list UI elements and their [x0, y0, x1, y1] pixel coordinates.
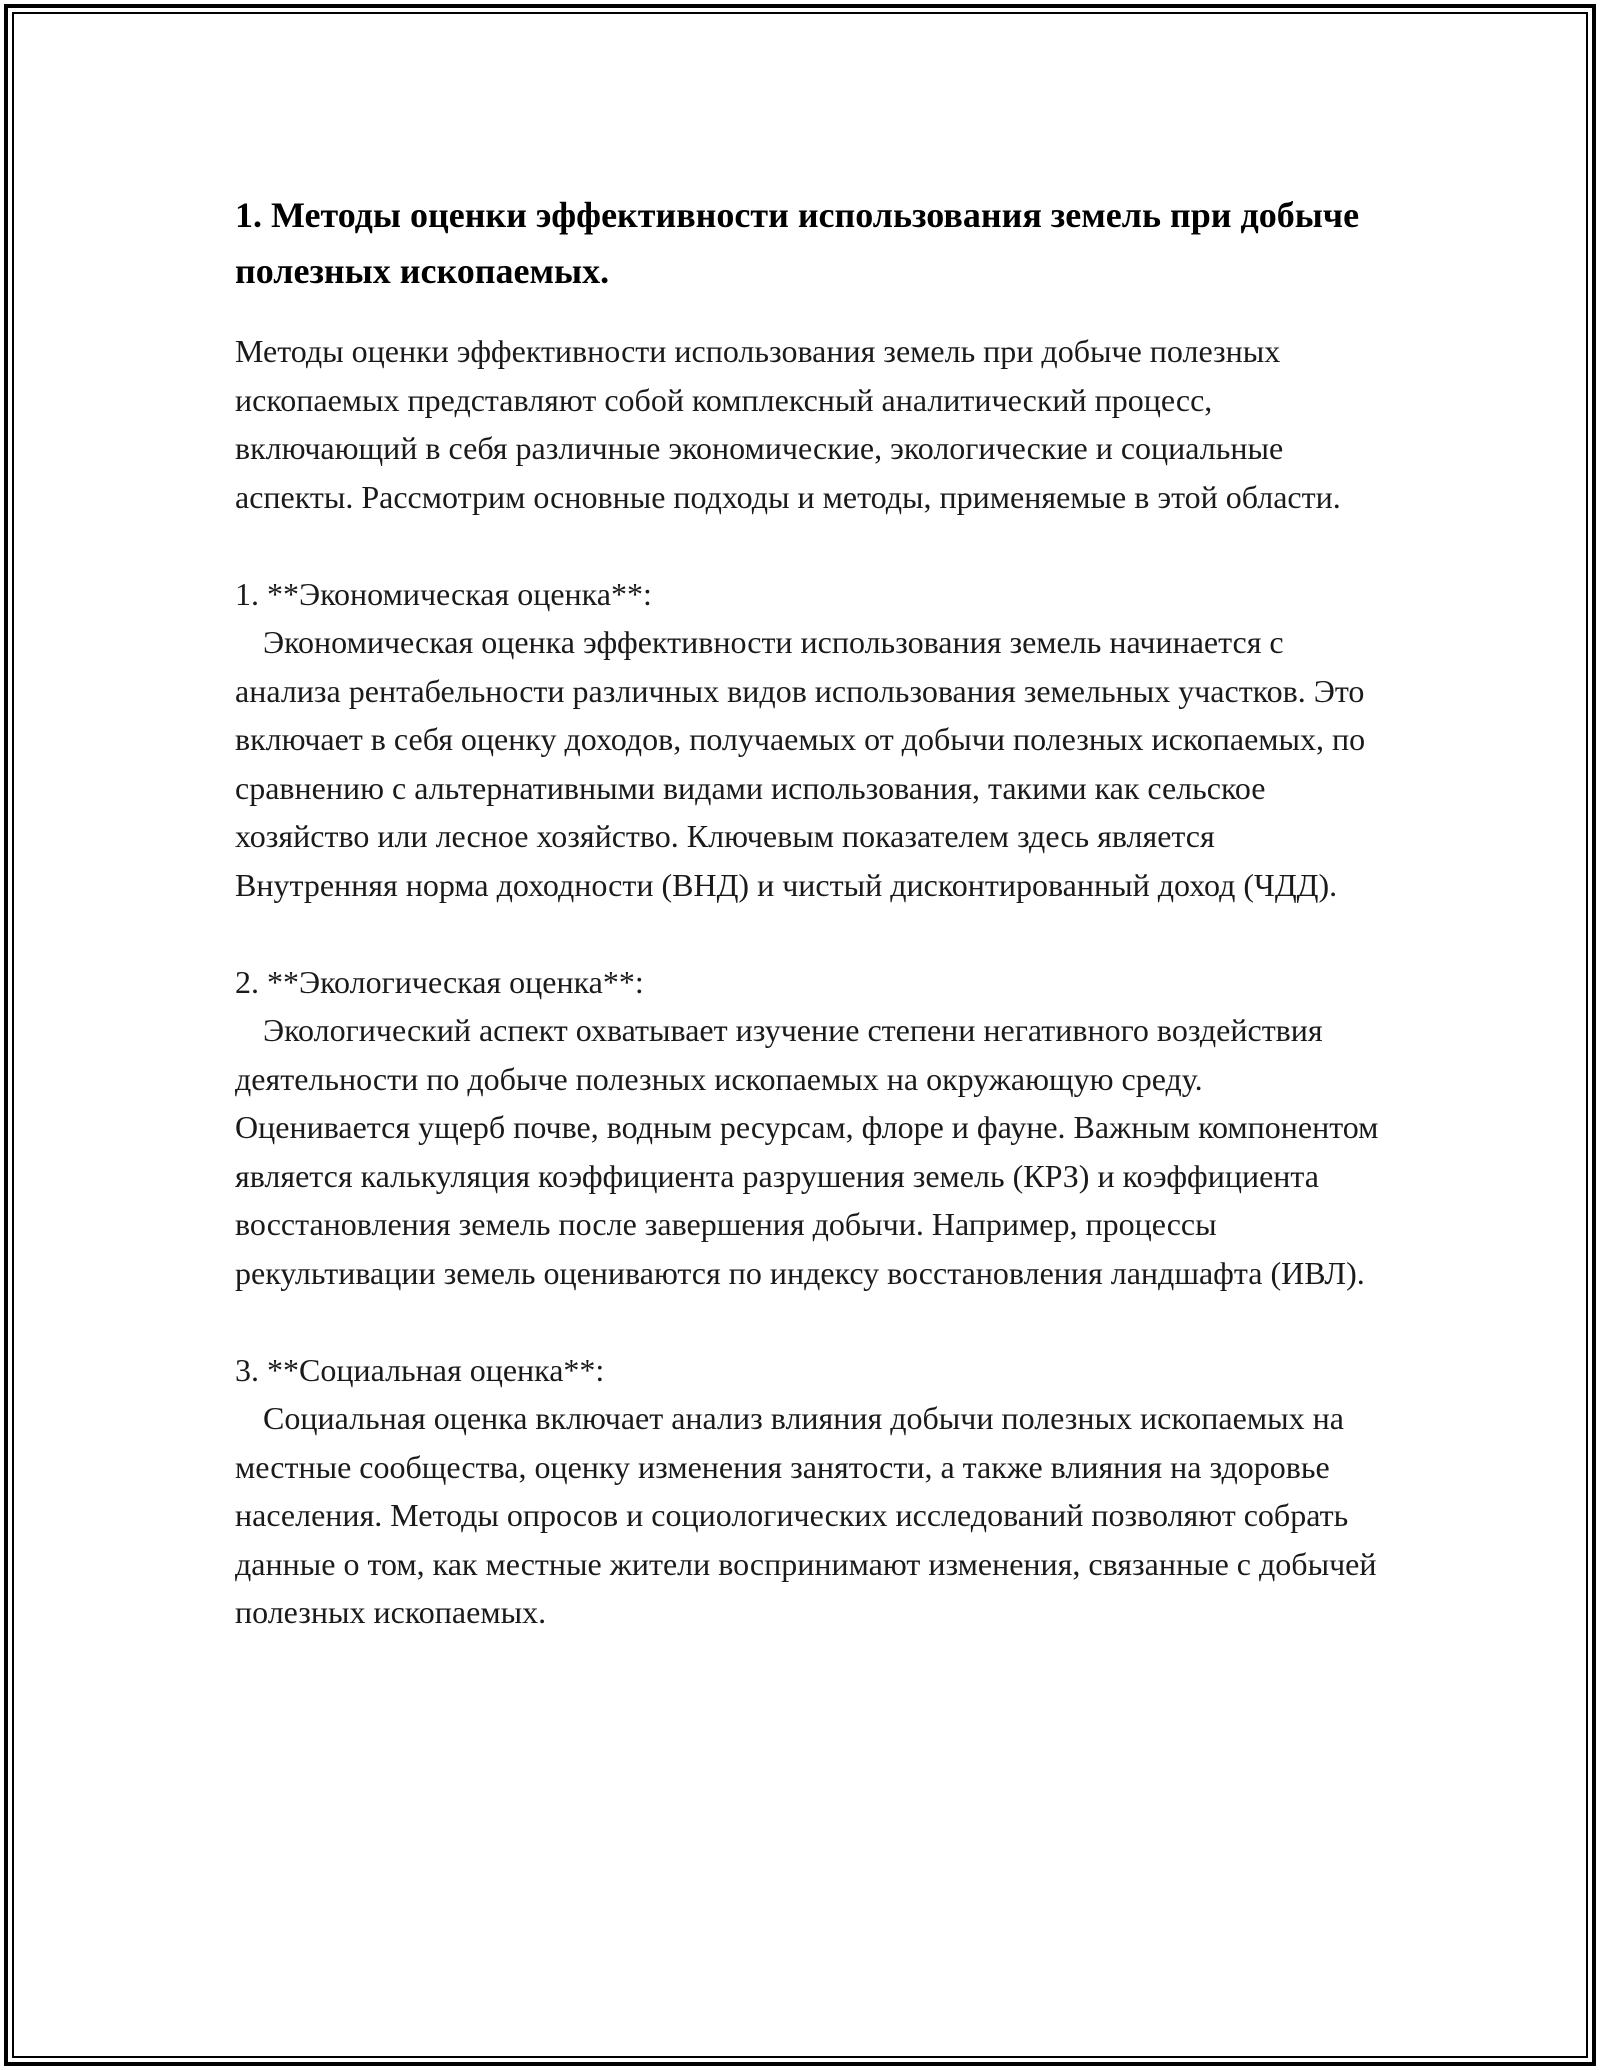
section-body: Экологический аспект охватывает изучение степени негативного воздействия деятельности по добыче полезных ископаемых на окружающую среду. Оценивается ущерб почве, водным ресурсам, флоре и фауне. Важным компонентом является калькуляция коэффициента разрушения земель (КРЗ) и коэффициента восстановления земель после завершения добычи. Например, процессы рекультивации земель оцениваются по индексу восстановления ландшафта (ИВЛ).: [235, 1012, 1379, 1291]
section-body: Социальная оценка включает анализ влияния добычи полезных ископаемых на местные сообщества, оценку изменения занятости, а также влияния на здоровье населения. Методы опросов и социологических исследований позволяют собрать данные о том, как местные жители воспринимают изменения, связанные с добычей полезных ископаемых.: [235, 1400, 1377, 1630]
section-social: [235, 1346, 1385, 1637]
section-body: Экономическая оценка эффективности использования земель начинается с анализа рентабельности различных видов использования земельных участков. Это включает в себя оценку доходов, получаемых от добычи полезных ископаемых, по сравнению с альтернативными видами использования, такими как сельское хозяйство или лесное хозяйство. Ключевым показателем здесь является Внутренняя норма доходности (ВНД) и чистый дисконтированный доход (ЧДД).: [235, 624, 1366, 903]
document-title: 1. Методы оценки эффективности использования земель при добыче полезных ископаемых.: [235, 195, 1360, 291]
document-body: [235, 187, 1385, 1637]
intro-paragraph: Методы оценки эффективности использования земель при добыче полезных ископаемых представляют собой комплексный аналитический процесс, включающий в себя различные экономические, экологические и социальные аспекты. Рассмотрим основные подходы и методы, применяемые в этой области.: [235, 333, 1341, 515]
section-heading: 1. **Экономическая оценка**:: [235, 575, 652, 612]
section-ecological: [235, 958, 1385, 1298]
section-economic: [235, 570, 1385, 910]
section-heading: 2. **Экологическая оценка**:: [235, 963, 644, 1000]
section-heading: 3. **Социальная оценка**:: [235, 1351, 605, 1388]
